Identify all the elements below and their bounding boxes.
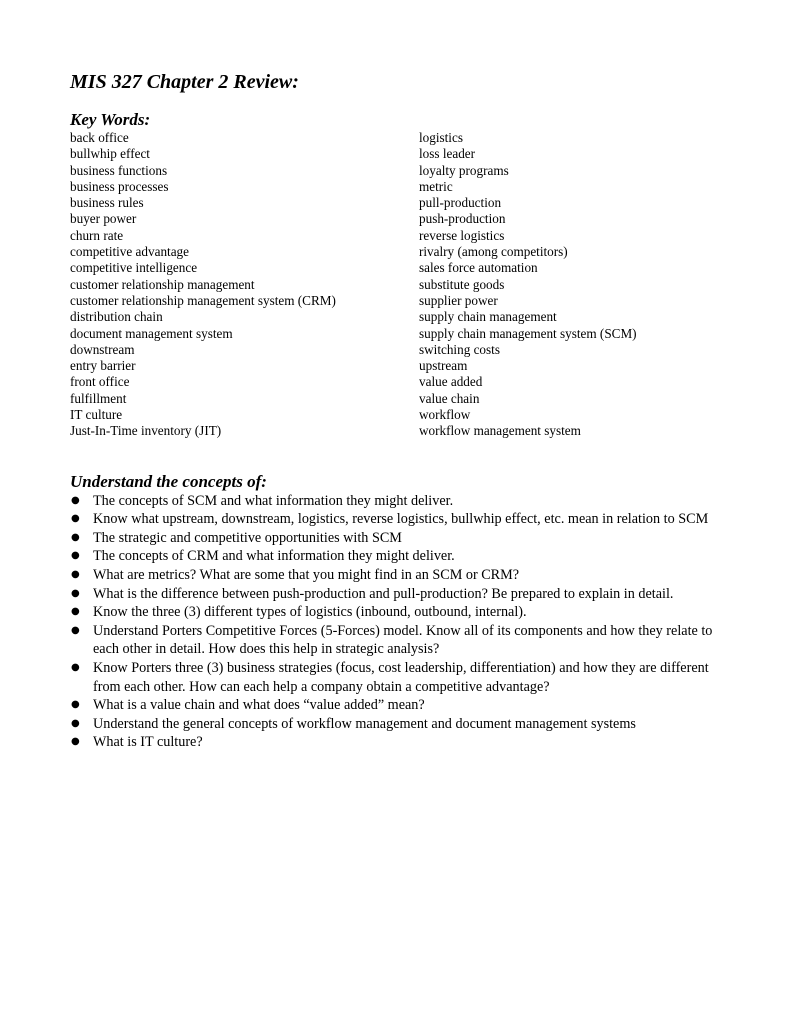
key-word: pull-production (419, 195, 502, 211)
bullet-icon: ● (71, 569, 80, 581)
concept-text: Know what upstream, downstream, logistics, reverse logistics, bullwhip effect, etc. mean in relation to SCM (93, 511, 709, 528)
key-words-left-column (70, 130, 419, 440)
key-word: competitive advantage (70, 244, 190, 260)
key-words-heading: Key Words: (70, 110, 151, 129)
concept-text: What is the difference between push-production and pull-production? Be prepared to explain in detail. (93, 585, 674, 602)
key-word: rivalry (among competitors) (419, 244, 568, 260)
bullet-icon: ● (71, 606, 80, 618)
key-word: churn rate (70, 227, 124, 243)
key-word: fulfillment (70, 390, 127, 406)
key-word: supply chain management system (SCM) (419, 325, 637, 341)
key-word: value chain (419, 390, 480, 406)
concept-item (70, 603, 730, 622)
bullet-icon: ● (71, 717, 80, 729)
key-word: logistics (419, 130, 463, 145)
key-word: workflow management system (419, 423, 581, 439)
key-words-right-column (419, 130, 719, 440)
concepts-list (70, 492, 730, 752)
concept-item (70, 566, 730, 585)
key-word: buyer power (70, 211, 137, 227)
key-word: IT culture (70, 407, 123, 423)
key-word: switching costs (419, 341, 500, 357)
bullet-icon: ● (71, 531, 80, 543)
bullet-icon: ● (71, 587, 80, 599)
key-word: Just-In-Time inventory (JIT) (70, 423, 222, 439)
key-word: loss leader (419, 146, 476, 162)
bullet-icon: ● (71, 494, 80, 506)
concepts-heading: Understand the concepts of: (70, 471, 267, 491)
concept-item (70, 622, 730, 659)
concept-item (70, 492, 730, 511)
concept-item (70, 696, 730, 715)
concept-text: Understand the general concepts of workflow management and document management systems (93, 715, 636, 732)
key-word: downstream (70, 341, 135, 357)
key-word: sales force automation (419, 260, 538, 276)
key-word: competitive intelligence (70, 260, 198, 276)
key-word: substitute goods (419, 276, 505, 292)
concept-text: What is IT culture? (93, 734, 203, 751)
bullet-icon: ● (71, 624, 80, 636)
concept-item (70, 659, 730, 696)
concept-text: What is a value chain and what does “value added” mean? (93, 697, 425, 714)
concept-text: Understand Porters Competitive Forces (5-Forces) model. Know all of its components and how they relate to each other in detail. How does this help in strategic analysis? (93, 622, 713, 658)
key-word: front office (70, 374, 130, 390)
key-words-list (70, 130, 730, 440)
concept-item (70, 529, 730, 548)
key-word: value added (419, 374, 483, 390)
concept-text: The concepts of CRM and what information they might deliver. (93, 548, 455, 565)
key-word: customer relationship management system (CRM) (70, 292, 336, 308)
bullet-icon: ● (71, 550, 80, 562)
concept-item (70, 733, 730, 752)
review-page (70, 68, 730, 752)
concept-text: What are metrics? What are some that you might find in an SCM or CRM? (93, 567, 520, 584)
concept-text: The strategic and competitive opportunities with SCM (93, 529, 402, 546)
concept-item (70, 510, 730, 529)
bullet-icon: ● (71, 736, 80, 748)
concept-text: The concepts of SCM and what information they might deliver. (93, 492, 454, 509)
key-word: distribution chain (70, 309, 163, 325)
concept-item (70, 715, 730, 734)
key-word: supply chain management (419, 309, 557, 325)
key-word: workflow (419, 407, 471, 423)
key-word: bullwhip effect (70, 146, 150, 162)
key-word: business rules (70, 195, 144, 211)
key-word: loyalty programs (419, 162, 509, 178)
bullet-icon: ● (71, 699, 80, 711)
concept-item (70, 547, 730, 566)
key-word: business functions (70, 162, 168, 178)
key-word: push-production (419, 211, 506, 227)
key-word: supplier power (419, 292, 498, 308)
concept-item (70, 585, 730, 604)
key-word: business processes (70, 178, 169, 194)
key-word: customer relationship management (70, 276, 255, 292)
key-word: back office (70, 130, 129, 145)
concept-text: Know the three (3) different types of logistics (inbound, outbound, internal). (93, 604, 527, 621)
bullet-icon: ● (71, 661, 80, 673)
document-title: MIS 327 Chapter 2 Review: (70, 71, 299, 93)
key-word: document management system (70, 325, 233, 341)
key-word: reverse logistics (419, 227, 505, 243)
concept-text: Know Porters three (3) business strategies (focus, cost leadership, differentiation) and how they are different from each other. How can each help a company obtain a competitive advantage? (93, 659, 709, 695)
key-word: metric (419, 178, 453, 194)
key-word: upstream (419, 358, 468, 374)
key-word: entry barrier (70, 358, 136, 374)
bullet-icon: ● (71, 513, 80, 525)
